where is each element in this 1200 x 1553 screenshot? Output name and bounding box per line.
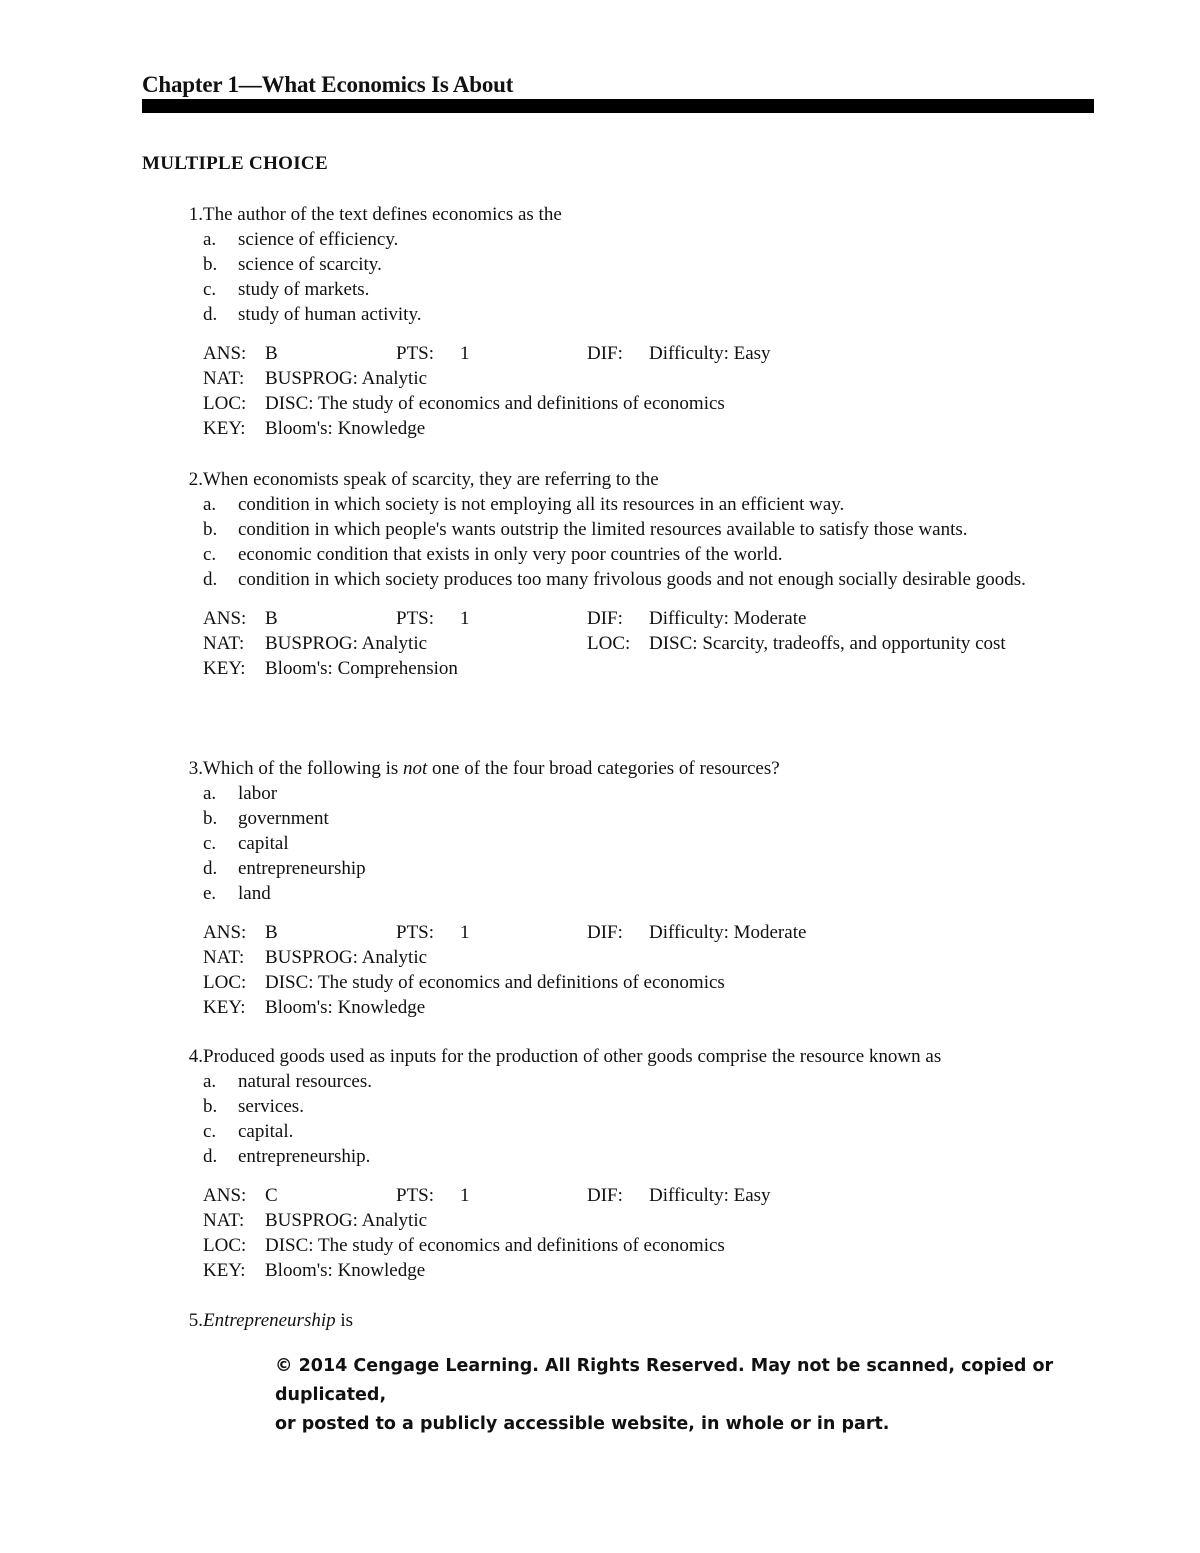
answer-option [203,302,1082,327]
option-text: labor [238,783,278,804]
option-text: study of markets. [238,279,370,300]
answer-option [203,1094,1082,1119]
answer-option [203,881,1082,906]
question-3 [142,756,1082,1020]
ans-value: B [265,343,278,364]
ans-label: ANS: [203,343,247,364]
answer-option [203,856,1082,881]
loc-value: DISC: The study of economics and definitions of economics [265,972,725,993]
key-label: KEY: [203,658,246,679]
answer-option [203,831,1082,856]
stem-text: one of the four broad categories of resources? [427,758,780,779]
option-text: capital [238,833,289,854]
loc-value: DISC: The study of economics and definitions of economics [265,393,725,414]
option-letter: b. [203,808,218,829]
option-letter: e. [203,883,217,904]
pts-label: PTS: [396,343,435,364]
option-text: economic condition that exists in only very poor countries of the world. [238,544,783,565]
answer-option [203,227,1082,252]
key-value: Bloom's: Comprehension [265,658,458,679]
option-text: land [238,883,271,904]
answer-option [203,1069,1082,1094]
option-text: government [238,808,329,829]
option-letter: c. [203,833,217,854]
stem-emphasis: Entrepreneurship [203,1310,336,1331]
option-letter: d. [203,304,218,325]
dif-label: DIF: [587,608,623,629]
option-letter: d. [203,569,218,590]
pts-label: PTS: [396,922,435,943]
dif-label: DIF: [587,922,623,943]
copyright-line: or posted to a publicly accessible website, in whole or in part. [275,1414,890,1434]
option-text: science of efficiency. [238,229,399,250]
ans-label: ANS: [203,608,247,629]
option-letter: a. [203,494,217,515]
question-2 [142,467,1082,681]
nat-value: BUSPROG: Analytic [265,1210,428,1231]
option-letter: b. [203,1096,218,1117]
option-letter: c. [203,544,217,565]
dif-value: Difficulty: Easy [649,343,771,364]
key-value: Bloom's: Knowledge [265,418,426,439]
chapter-title: Chapter 1—What Economics Is About [142,72,514,97]
question-number: 5. [188,1310,203,1331]
question-number: 4. [188,1046,203,1067]
option-letter: b. [203,519,218,540]
option-text: science of scarcity. [238,254,382,275]
answer-option [203,781,1082,806]
key-label: KEY: [203,418,246,439]
key-label: KEY: [203,997,246,1018]
option-text: entrepreneurship. [238,1146,371,1167]
dif-label: DIF: [587,1185,623,1206]
answer-option [203,277,1082,302]
stem-text: Which of the following is [203,758,403,779]
loc-label: LOC: [203,1235,247,1256]
answer-option [203,806,1082,831]
key-value: Bloom's: Knowledge [265,1260,426,1281]
section-heading: MULTIPLE CHOICE [142,153,328,174]
ans-label: ANS: [203,922,247,943]
pts-value: 1 [460,343,470,364]
question-4 [142,1044,1082,1283]
question-stem: When economists speak of scarcity, they are referring to the [203,469,659,490]
copyright-line: © 2014 Cengage Learning. All Rights Reserved. May not be scanned, copied or duplicated, [275,1356,1054,1405]
option-letter: c. [203,279,217,300]
option-text: condition in which society produces too many frivolous goods and not enough socially desirable goods. [238,569,1026,590]
question-stem: Produced goods used as inputs for the production of other goods comprise the resource known as [203,1046,942,1067]
dif-value: Difficulty: Moderate [649,608,807,629]
answer-option [203,1144,1082,1169]
answer-metadata [203,606,1082,681]
question-5 [142,1308,1082,1333]
dif-value: Difficulty: Moderate [649,922,807,943]
answer-option [203,252,1082,277]
nat-value: BUSPROG: Analytic [265,368,428,389]
pts-label: PTS: [396,608,435,629]
question-stem [203,1308,1082,1333]
dif-label: DIF: [587,343,623,364]
loc-label: LOC: [203,393,247,414]
option-letter: d. [203,858,218,879]
option-letter: b. [203,254,218,275]
option-letter: c. [203,1121,217,1142]
answer-option [203,492,1082,517]
option-letter: a. [203,229,217,250]
question-1 [142,202,1082,441]
option-letter: a. [203,783,217,804]
ans-value: B [265,608,278,629]
ans-value: C [265,1185,278,1206]
option-text: natural resources. [238,1071,372,1092]
nat-label: NAT: [203,1210,245,1231]
nat-label: NAT: [203,633,245,654]
dif-value: Difficulty: Easy [649,1185,771,1206]
ans-value: B [265,922,278,943]
stem-emphasis: not [403,758,428,779]
answer-option [203,567,1082,592]
title-rule [142,99,1094,113]
answer-metadata [203,341,1082,441]
nat-label: NAT: [203,947,245,968]
loc-label: LOC: [203,972,247,993]
option-text: study of human activity. [238,304,422,325]
option-text: condition in which society is not employing all its resources in an efficient way. [238,494,845,515]
pts-value: 1 [460,608,470,629]
option-letter: a. [203,1071,217,1092]
pts-value: 1 [460,1185,470,1206]
answer-option [203,542,1082,567]
stem-text: is [335,1310,354,1331]
answer-metadata [203,920,1082,1020]
answer-metadata [203,1183,1082,1283]
question-number: 2. [188,469,203,490]
loc-value: DISC: Scarcity, tradeoffs, and opportunity cost [649,633,1006,654]
pts-value: 1 [460,922,470,943]
option-text: capital. [238,1121,294,1142]
copyright-footer [275,1352,1095,1439]
question-number: 1. [188,204,203,225]
question-stem [203,756,1082,781]
answer-option [203,517,1082,542]
nat-label: NAT: [203,368,245,389]
nat-value: BUSPROG: Analytic [265,633,428,654]
question-stem: The author of the text defines economics as the [203,204,562,225]
loc-label: LOC: [587,633,631,654]
ans-label: ANS: [203,1185,247,1206]
loc-value: DISC: The study of economics and definitions of economics [265,1235,725,1256]
option-letter: d. [203,1146,218,1167]
key-label: KEY: [203,1260,246,1281]
option-text: entrepreneurship [238,858,366,879]
option-text: condition in which people's wants outstrip the limited resources available to satisfy those wants. [238,519,968,540]
option-text: services. [238,1096,304,1117]
key-value: Bloom's: Knowledge [265,997,426,1018]
answer-option [203,1119,1082,1144]
nat-value: BUSPROG: Analytic [265,947,428,968]
pts-label: PTS: [396,1185,435,1206]
question-number: 3. [188,758,203,779]
